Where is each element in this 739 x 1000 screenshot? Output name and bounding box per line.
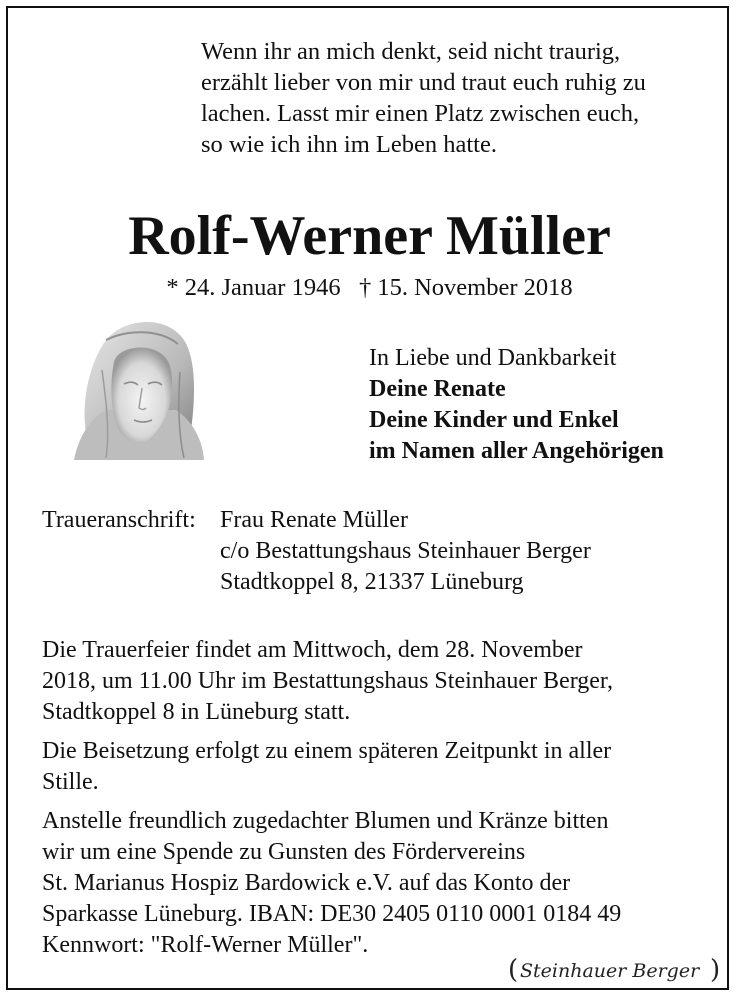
signer-line: im Namen aller Angehörigen: [369, 438, 664, 464]
donation-line: Anstelle freundlich zugedachter Blumen und Kränze bitten: [42, 808, 609, 834]
deceased-name: Rolf-Werner Müller: [128, 205, 611, 267]
funeral-home-logo: [504, 950, 726, 990]
signers-intro: In Liebe und Dankbarkeit: [369, 345, 617, 371]
life-dates: * 24. Januar 1946 † 15. November 2018: [166, 274, 573, 301]
address-line: c/o Bestattungshaus Steinhauer Berger: [220, 538, 591, 564]
address-line: Frau Renate Müller: [220, 507, 408, 533]
ceremony-paragraph: [42, 635, 613, 728]
address-line: Stadtkoppel 8, 21337 Lüneburg: [220, 569, 524, 595]
poem: [201, 36, 646, 160]
address-label: Traueranschrift:: [42, 507, 196, 533]
mourning-address: [42, 505, 591, 598]
svg-text:(: (: [508, 955, 519, 985]
poem-line: Wenn ihr an mich denkt, seid nicht traurig,: [201, 38, 621, 65]
donation-line: Kennwort: "Rolf-Werner Müller".: [42, 932, 369, 958]
poem-line: lachen. Lasst mir einen Platz zwischen euch,: [201, 100, 640, 127]
poem-line: so wie ich ihn im Leben hatte.: [201, 131, 497, 158]
signers-block: [369, 343, 664, 467]
poem-line: erzählt lieber von mir und traut euch ruhig zu: [201, 69, 646, 96]
svg-text:Steinhauer Berger: Steinhauer Berger: [520, 960, 700, 982]
signer-line: Deine Renate: [369, 376, 506, 402]
burial-paragraph: [42, 736, 611, 798]
donation-line: wir um eine Spende zu Gunsten des Fördervereins: [42, 839, 526, 865]
burial-line: Stille.: [42, 769, 99, 795]
svg-text:): ): [710, 955, 721, 985]
ceremony-line: 2018, um 11.00 Uhr im Bestattungshaus Steinhauer Berger,: [42, 668, 613, 694]
donation-line: St. Marianus Hospiz Bardowick e.V. auf das Konto der: [42, 870, 571, 896]
burial-line: Die Beisetzung erfolgt zu einem späteren Zeitpunkt in aller: [42, 738, 612, 764]
madonna-relief-icon: [66, 310, 208, 470]
donation-line: Sparkasse Lüneburg. IBAN: DE30 2405 0110 0001 0184 49: [42, 901, 622, 927]
ceremony-line: Stadtkoppel 8 in Lüneburg statt.: [42, 699, 351, 725]
signer-line: Deine Kinder und Enkel: [369, 407, 619, 433]
ceremony-line: Die Trauerfeier findet am Mittwoch, dem 28. November: [42, 637, 583, 663]
donation-paragraph: [42, 806, 621, 961]
